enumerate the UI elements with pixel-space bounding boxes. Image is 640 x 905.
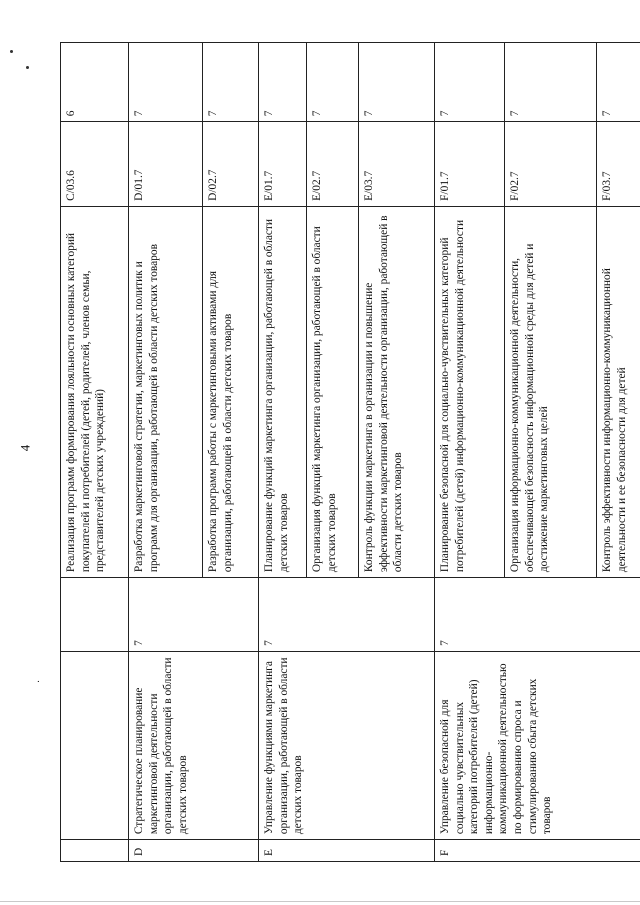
qualification-level-cell: 7 [597, 43, 640, 122]
labor-function-code-cell: E/01.7 [259, 122, 307, 207]
scan-edge-line [0, 901, 640, 902]
function-name-cell [61, 651, 129, 839]
qualification-level-cell: 7 [203, 43, 259, 122]
scan-dot [10, 50, 13, 53]
labor-function-code-cell: F/02.7 [505, 122, 597, 207]
labor-function-cell: Контроль функции маркетинга в организации и повышение эффективности маркетинговой деятельности организации, работающей в области детских товаров [359, 206, 435, 577]
qualification-level-cell: 7 [435, 43, 505, 122]
labor-function-cell: Реализация программ формирования лояльности основных категорий покупателей и потребителей (детей, родителей, членов семьи, представителей детских учреждений) [61, 206, 129, 577]
labor-function-cell: Контроль эффективности информационно-коммуникационной деятельности и ее безопасности для детей [597, 206, 640, 577]
labor-function-code-cell: D/02.7 [203, 122, 259, 207]
labor-function-cell: Разработка маркетинговой стратегии, маркетинговых политик и программ для организации, работающей в области детских товаров [129, 206, 203, 577]
labor-function-code-cell: E/02.7 [307, 122, 359, 207]
function-name-cell: Управление безопасной для социально чувствительных категорий потребителей (детей) информационно-коммуникационной деятельностью по формированию спроса и стимулированию сбыта детских товаров [435, 651, 640, 839]
page-number: 4 [17, 444, 33, 452]
scan-dot [26, 66, 29, 69]
function-level-cell: 7 [129, 578, 259, 652]
function-name-cell: Управление функциями маркетинга организации, работающей в области детских товаров [259, 651, 435, 839]
rotated-table-wrapper [60, 42, 628, 862]
labor-function-cell: Разработка программ работы с маркетинговыми активами для организации, работающей в области детских товаров [203, 206, 259, 577]
qualification-level-cell: 7 [259, 43, 307, 122]
function-code-cell: D [129, 840, 259, 862]
table-row [435, 43, 505, 862]
labor-function-cell: Организация информационно-коммуникационной деятельности, обеспечивающей безопасность информационной среды для детей и достижение маркетинговых целей [505, 206, 597, 577]
function-code-cell: F [435, 840, 640, 862]
table-row [259, 43, 307, 862]
labor-function-code-cell: F/03.7 [597, 122, 640, 207]
labor-function-code-cell: D/01.7 [129, 122, 203, 207]
qualification-level-cell: 7 [129, 43, 203, 122]
labor-function-cell: Планирование безопасной для социально-чувствительных категорий потребителей (детей) информационно-коммуникационной деятельности [435, 206, 505, 577]
labor-function-code-cell: C/03.6 [61, 122, 129, 207]
qualification-level-cell: 7 [505, 43, 597, 122]
qualification-level-cell: 7 [359, 43, 435, 122]
function-code-cell [61, 840, 129, 862]
qualification-level-cell: 6 [61, 43, 129, 122]
labor-function-code-cell: F/01.7 [435, 122, 505, 207]
table-row [61, 43, 129, 862]
function-code-cell: E [259, 840, 435, 862]
qualification-level-cell: 7 [307, 43, 359, 122]
labor-function-code-cell: E/03.7 [359, 122, 435, 207]
table-row [129, 43, 203, 862]
function-name-cell: Стратегическое планирование маркетинговой деятельности организации, работающей в области детских товаров [129, 651, 259, 839]
margin-mark: · [34, 679, 46, 684]
labor-function-cell: Планирование функций маркетинга организации, работающей в области детских товаров [259, 206, 307, 577]
competency-table [60, 42, 640, 862]
function-level-cell [61, 578, 129, 652]
function-level-cell: 7 [259, 578, 435, 652]
labor-function-cell: Организация функций маркетинга организации, работающей в области детских товаров [307, 206, 359, 577]
function-level-cell: 7 [435, 578, 640, 652]
